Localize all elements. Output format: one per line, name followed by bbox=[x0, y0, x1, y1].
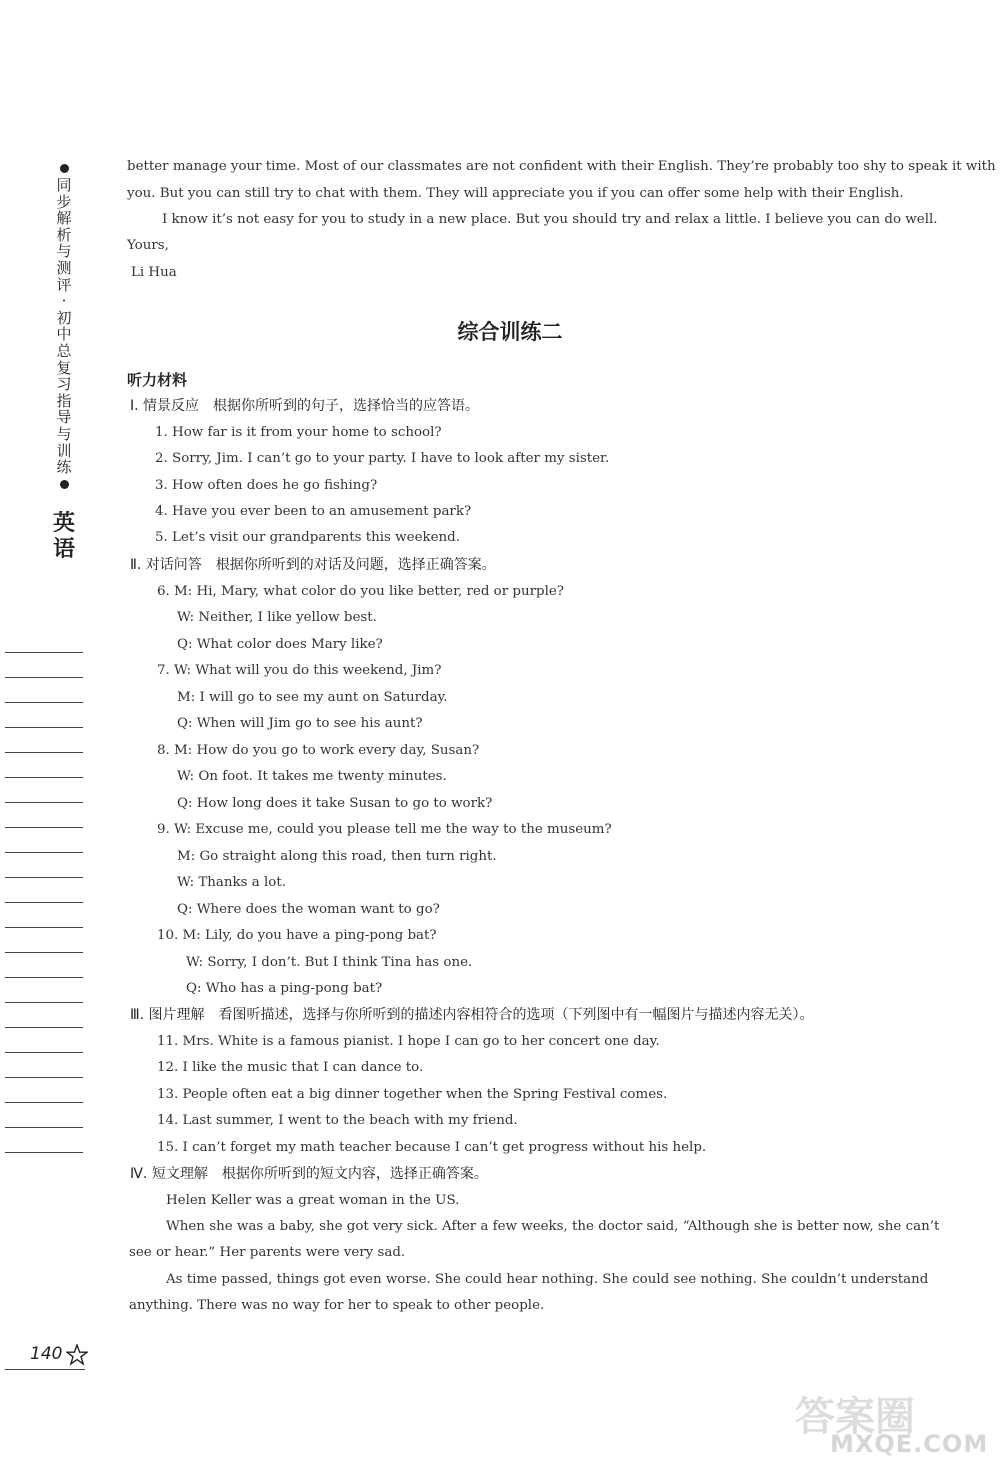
sidebar-char: 与 bbox=[56, 242, 72, 261]
star-icon bbox=[66, 1344, 88, 1366]
letter-signature: Li Hua bbox=[131, 265, 177, 280]
dialogue-line: 9. W: Excuse me, could you please tell me the way to the museum? bbox=[157, 822, 612, 837]
sidebar-char: 解 bbox=[56, 209, 72, 228]
dialogue-line: M: I will go to see my aunt on Saturday. bbox=[177, 690, 448, 705]
part3-heading: Ⅲ. 图片理解 看图听描述，选择与你所听到的描述内容相符合的选项（下列图中有一幅图片与描述内容无关）。 bbox=[130, 1007, 814, 1023]
dialogue-line: 8. M: How do you go to work every day, Susan? bbox=[157, 743, 480, 758]
dialogue-line: Q: What color does Mary like? bbox=[177, 637, 383, 652]
list-item: 5. Let’s visit our grandparents this weekend. bbox=[155, 530, 460, 545]
sidebar-char: 训 bbox=[56, 441, 72, 460]
dialogue-line: W: Sorry, I don’t. But I think Tina has one. bbox=[186, 955, 473, 970]
passage-line: When she was a baby, she got very sick. After a few weeks, the doctor said, “Although she is better now, she can’t bbox=[166, 1219, 940, 1234]
dialogue-line: W: Neither, I like yellow best. bbox=[177, 610, 377, 625]
list-item: 3. How often does he go fishing? bbox=[155, 478, 378, 493]
listening-heading: 听力材料 bbox=[127, 371, 188, 389]
sidebar-char: 析 bbox=[56, 225, 72, 244]
bullet-dot-icon bbox=[60, 480, 69, 489]
passage-line: anything. There was no way for her to speak to other people. bbox=[129, 1298, 545, 1313]
part2-heading: Ⅱ. 对话问答 根据你所听到的对话及问题，选择正确答案。 bbox=[130, 557, 496, 573]
dialogue-line: W: On foot. It takes me twenty minutes. bbox=[177, 769, 447, 784]
letter-line: I know it’s not easy for you to study in a new place. But you should try and relax a little. I believe you can do well. bbox=[162, 212, 938, 227]
sidebar-char: 指 bbox=[56, 391, 72, 410]
passage-line: Helen Keller was a great woman in the US. bbox=[166, 1193, 460, 1208]
passage-line: As time passed, things got even worse. She could hear nothing. She could see nothing. She couldn’t understand bbox=[166, 1272, 929, 1287]
bullet-dot-icon bbox=[60, 164, 69, 173]
page-number-rule bbox=[5, 1369, 85, 1370]
sidebar-series-title bbox=[52, 160, 76, 563]
passage-line: see or hear.” Her parents were very sad. bbox=[129, 1245, 406, 1260]
dialogue-line: W: Thanks a lot. bbox=[177, 875, 286, 890]
sidebar-char: 总 bbox=[56, 341, 72, 360]
page-number: 140 bbox=[30, 1344, 63, 1364]
dialogue-line: 7. W: What will you do this weekend, Jim? bbox=[157, 663, 442, 678]
part4-heading: Ⅳ. 短文理解 根据你所听到的短文内容，选择正确答案。 bbox=[130, 1166, 488, 1182]
list-item: 15. I can’t forget my math teacher because I can’t get progress without his help. bbox=[157, 1140, 707, 1155]
margin-note-lines bbox=[5, 652, 83, 1177]
dialogue-line: 6. M: Hi, Mary, what color do you like better, red or purple? bbox=[157, 584, 564, 599]
list-item: 14. Last summer, I went to the beach with my friend. bbox=[157, 1113, 518, 1128]
dialogue-line: Q: How long does it take Susan to go to work? bbox=[177, 796, 493, 811]
letter-line: better manage your time. Most of our classmates are not confident with their English. They’re probably too shy to speak it with bbox=[127, 159, 996, 174]
sidebar-char: 评 bbox=[56, 275, 72, 294]
sidebar-char: 步 bbox=[56, 192, 72, 211]
sidebar-char: 与 bbox=[56, 424, 72, 443]
dialogue-line: M: Go straight along this road, then turn right. bbox=[177, 849, 497, 864]
sidebar-char: 初 bbox=[56, 308, 72, 327]
letter-closing: Yours, bbox=[127, 238, 169, 253]
letter-line: you. But you can still try to chat with them. They will appreciate you if you can offer some help with their English. bbox=[127, 186, 904, 201]
watermark-url: MXQE.COM bbox=[830, 1430, 989, 1458]
sidebar-char: 同 bbox=[56, 176, 72, 194]
list-item: 11. Mrs. White is a famous pianist. I hope I can go to her concert one day. bbox=[157, 1034, 660, 1049]
part1-heading: Ⅰ. 情景反应 根据你所听到的句子，选择恰当的应答语。 bbox=[130, 398, 480, 414]
dialogue-line: Q: When will Jim go to see his aunt? bbox=[177, 716, 423, 731]
list-item: 1. How far is it from your home to school? bbox=[155, 425, 442, 440]
sidebar-char: 导 bbox=[56, 408, 72, 427]
watermark-logo: 答案圈 bbox=[795, 1394, 915, 1440]
section-title: 综合训练二 bbox=[457, 320, 563, 344]
sidebar-char: · bbox=[61, 292, 67, 311]
sidebar-char: 练 bbox=[56, 458, 72, 477]
sidebar-char: 习 bbox=[56, 375, 72, 394]
list-item: 4. Have you ever been to an amusement park? bbox=[155, 504, 472, 519]
sidebar-char: 复 bbox=[56, 358, 72, 377]
sidebar-char: 测 bbox=[56, 258, 72, 277]
dialogue-line: Q: Where does the woman want to go? bbox=[177, 902, 440, 917]
list-item: 2. Sorry, Jim. I can’t go to your party. I have to look after my sister. bbox=[155, 451, 610, 466]
dialogue-line: Q: Who has a ping-pong bat? bbox=[186, 981, 383, 996]
list-item: 13. People often eat a big dinner together when the Spring Festival comes. bbox=[157, 1087, 668, 1102]
list-item: 12. I like the music that I can dance to. bbox=[157, 1060, 424, 1075]
sidebar-char: 中 bbox=[56, 325, 72, 344]
subject-label: 英 语 bbox=[52, 510, 75, 562]
dialogue-line: 10. M: Lily, do you have a ping-pong bat? bbox=[157, 928, 437, 943]
